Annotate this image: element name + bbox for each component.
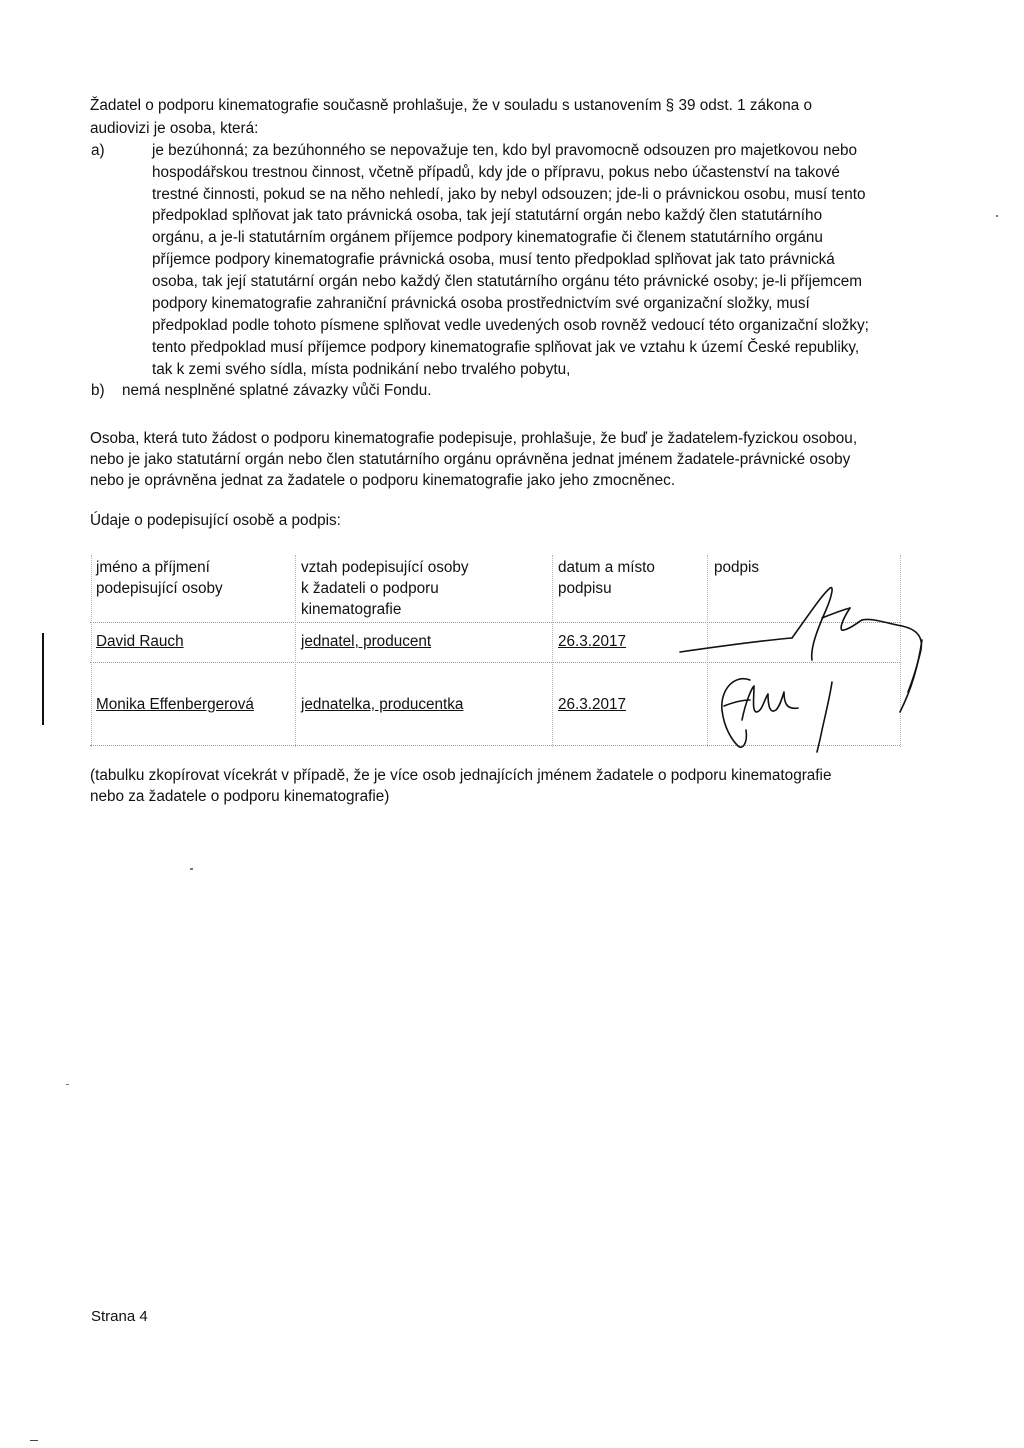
header-name: jméno a příjmení [96,559,210,576]
signatory-heading: Údaje o podepisující osobě a podpis: [90,512,341,529]
intro-line: Žadatel o podporu kinematografie současně prohlašuje, že v souladu s ustanovením § 39 odst. 1 zákona o [90,97,812,114]
header-relation: k žadateli o podporu [301,580,439,597]
signatory-relation: jednatel, producent [301,633,432,650]
signatory-name: Monika Effenbergerová [96,696,254,713]
list-item-line: příjemce podpory kinematografie právnická osoba, musí tento předpoklad splňovat jak tato právnická [152,251,835,268]
signatory-relation: jednatelka, producentka [301,696,464,713]
declaration-line: Osoba, která tuto žádost o podporu kinematografie podepisuje, prohlašuje, že buď je žadatelem-fyzickou osobou, [90,430,858,447]
list-item-line: hospodářskou trestnou činnost, včetně případů, kdy jde o přípravu, pokus nebo účastenství na takové [152,164,840,181]
declaration-line: nebo je oprávněna jednat za žadatele o podporu kinematografie jako jeho zmocněnec. [90,472,676,489]
scan-speck [996,215,998,217]
header-signature: podpis [714,559,760,576]
header-date-place: datum a místo [558,559,655,576]
list-item-line: trestné činnosti, pokud se na něho nehledí, jako by nebyl odsouzen; jde-li o právnickou osobu, musí tento [152,186,866,203]
signatory-name: David Rauch [96,633,184,650]
note-line: (tabulku zkopírovat vícekrát v případě, že je více osob jednajících jménem žadatele o podporu kinematografie [90,767,832,784]
scan-speck [66,1084,69,1085]
scan-speck [30,1440,38,1441]
page-number: Strana 4 [91,1308,148,1325]
table-rule [295,555,296,747]
signatory-date: 26.3.2017 [558,633,627,650]
list-item-line: předpoklad podle tohoto písmene splňovat vedle uvedených osob rovněž vedoucí této organizační složky; [152,317,869,334]
list-item-line: nemá nesplněné splatné závazky vůči Fondu. [122,382,432,399]
header-name: podepisující osoby [96,580,223,597]
list-marker: a) [91,142,105,159]
header-date-place: podpisu [558,580,612,597]
list-item-line: tak k zemi svého sídla, místa podnikání nebo trvalého pobytu, [152,361,571,378]
scan-speck [190,868,193,870]
declaration-line: nebo je jako statutární orgán nebo člen statutárního orgánu oprávněna jednat jménem žadatele-právnické osoby [90,451,851,468]
list-item-line: podpory kinematografie zahraniční právnická osoba prostřednictvím své organizační složky, musí [152,295,810,312]
scan-margin-bar [42,633,44,725]
list-item-line: osoba, tak její statutární orgán nebo každý člen statutárního orgánu této právnické osoby; je-li příjemcem [152,273,862,290]
intro-line: audiovizi je osoba, která: [90,120,259,137]
table-rule [552,555,553,747]
list-item-line: je bezúhonná; za bezúhonného se nepovažuje ten, kdo byl pravomocně odsouzen pro majetkovou nebo [152,142,858,159]
table-rule [91,555,92,747]
list-item-line: předpoklad splňovat jak tato právnická osoba, tak její statutární orgán nebo každý člen statutárního [152,207,823,224]
list-item-line: tento předpoklad musí příjemce podpory kinematografie splňovat jak ve vztahu k území České republiky, [152,339,860,356]
note-line: nebo za žadatele o podporu kinematografie) [90,788,390,805]
list-marker: b) [91,382,105,399]
header-relation: vztah podepisující osoby [301,559,469,576]
list-item-line: orgánu, a je-li statutárním orgánem příjemce podpory kinematografie či členem statutárního orgánu [152,229,823,246]
handwritten-signature [672,570,932,770]
signatory-date: 26.3.2017 [558,696,627,713]
header-relation: kinematografie [301,601,402,618]
